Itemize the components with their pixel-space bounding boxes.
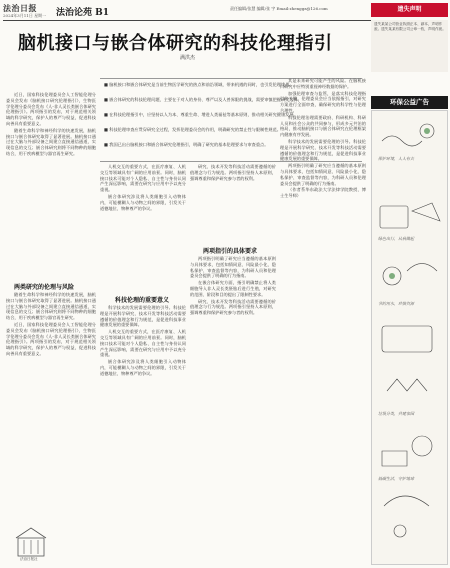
ad-line: 保护环境，人人有责: [378, 156, 414, 161]
summary-item: ■ 科技伦理审查应贯穿研究全过程，发挥伦理委员会的作用，明确研究的禁止性与限制性规范。: [104, 127, 281, 132]
paragraph: 其是未来研究可能产生的风险。在脑机接口研究中应特别重视神经数据的保护。: [280, 78, 366, 89]
footer-caption: 法治日报社: [20, 557, 38, 561]
paragraph: 两项指引明确了研究应当遵循的基本原则与具体要求，包括知情同意、风险最小化、隐私保护、审查监督等内容，为科研人员和伦理委员会提供了明确的行为指南。: [280, 163, 366, 186]
masthead: 法治日报: [3, 3, 37, 13]
ad-panel: [371, 110, 448, 565]
section-title: 法治论苑 B1: [56, 8, 110, 18]
summary-item: ■ 我国已出台脑机接口和嵌合体研究伦理指引，明确了研究的基本伦理要求与审查重点。: [104, 142, 269, 147]
paragraph: 随着生命科学和神经科学的快速发展，脑机接口与嵌合体研究取得了显著进展。脑机接口通过在大脑与外部设备之间建立直接通信通道，实现信息的交互；嵌合体研究则将不同物种的细胞结合，用于疾病模型与器官再生研究。: [6, 127, 96, 156]
ad-line: 绿色出行，从我做起: [378, 236, 414, 241]
paragraph: 加强伦理审查与监管，是落实科技伦理指引的关键。伦理委员会应当依据指引，对研究方案进行全面审查，确保研究的科学性与伦理合理性。: [280, 90, 366, 113]
article-column-2: [100, 164, 186, 294]
ad-header: 环保公益广告: [371, 96, 448, 109]
paragraph: 人机交互的重要方式，在医疗康复、人机交互等领域具有广阔的应用前景。同时，脑机接口技术可能对个人隐私、自主性与身份认同产生深远影响，需要在研究与应用中予以充分重视。: [100, 329, 186, 358]
paragraph: 研究、技术开发等科技活动需要遵循的价值理念与行为规范。两项指引坚持人本原则，强调尊重和保护研究参与者的权利。: [190, 298, 276, 316]
ad-line: 垃圾分类，共建家园: [378, 411, 414, 416]
masthead-date: 2024年3月11日 星期一: [3, 13, 47, 18]
paragraph: 科技伦理治理需要政府、科研机构、科研人员和社会公众的共同参与，形成多元共治的格局，推动脑机接口与嵌合体研究在伦理框架内健康有序发展。: [280, 114, 366, 138]
author-note: （作者系华东政法大学法律学院教授、博士生导师）: [280, 187, 366, 199]
article-column-4: [280, 78, 366, 562]
paragraph: 随着生命科学和神经科学的快速发展，脑机接口与嵌合体研究取得了显著进展。脑机接口通过在大脑与外部设备之间建立直接通信通道，实现信息的交互；嵌合体研究则将不同物种的细胞结合，用于疾病模型与器官再生研究。: [6, 292, 96, 321]
summary-item: ■ 嵌合体研究的科技伦理问题，主要在于对人的身份、尊严以及人兽界限的挑战，需要审慎把握研究边界，: [104, 97, 302, 102]
article-column-3: [190, 164, 276, 244]
article-column-1b: [6, 292, 96, 520]
ad-line: 低碳生活，守护地球: [378, 476, 414, 481]
subhead-1: 两类研究的伦理与风险: [14, 284, 75, 291]
notice-text: 遗失某某公司营业执照正本、副本，声明作废。遗失某某有限公司公章一枚，声明作废。: [374, 22, 446, 31]
paragraph: 嵌合体研究涉及将人类细胞引入动物体内，可能模糊人与动物之间的界限，引发关于道德地位、物种尊严的争议。: [100, 359, 186, 376]
article-column-2b: [100, 305, 186, 563]
paragraph: 近日，国家科技伦理委员会人工智能伦理分委员会发布《脑机接口研究伦理指引》，生物医学伦理分委员会发布《人-非人灵长类嵌合体研究伦理指引》。两项指引的发布，对于规范相关领域的科学研究，保护人的尊严与权益，促进科技向善具有重要意义。: [6, 92, 96, 126]
paragraph: 科学技术的发展需要伦理的引导。科技伦理是开展科学研究、技术开发等科技活动需要遵循的价值理念和行为规范，是促进科技事业健康发展的重要保障。: [280, 138, 366, 162]
subhead-3: 两项指引的具体要求: [203, 248, 258, 255]
paragraph: 嵌合体研究涉及将人类细胞引入动物体内，可能模糊人与动物之间的界限，引发关于道德地位、物种尊严的争议。: [100, 193, 186, 211]
paragraph: 两项指引明确了研究应当遵循的基本原则与具体要求，包括知情同意、风险最小化、隐私保护、审查监督等内容，为科研人员和伦理委员会提供了明确的行为指南。: [190, 256, 276, 279]
paragraph: 人机交互的重要方式，在医疗康复、人机交互等领域具有广阔的应用前景。同时，脑机接口技术可能对个人隐私、自主性与身份认同产生深远影响，需要在研究与应用中予以充分重视。: [100, 164, 186, 193]
paragraph: 在嵌合体研究方面，指引明确禁止将人类细胞导入非人灵长类胚胎后进行生殖，对研究的范围、阶段和目的提出了限制性要求。: [190, 280, 276, 297]
article-column-3b: [190, 256, 276, 562]
article-title: 脑机接口与嵌合体研究的科技伦理指引: [18, 33, 333, 54]
subhead-2: 科技伦理的重要意义: [115, 297, 170, 304]
paragraph: 近日，国家科技伦理委员会人工智能伦理分委员会发布《脑机接口研究伦理指引》，生物医学伦理分委员会发布《人-非人灵长类嵌合体研究伦理指引》。两项指引的发布，对于规范相关领域的科学研究，保护人的尊严与权益，促进科技向善具有重要意义。: [6, 321, 96, 356]
ad-line: 节约用水，珍惜资源: [378, 301, 414, 306]
summary-item: ■ 在科技伦理指引中，应坚持以人为本、尊重生命、增进人类福祉等基本原则，推动相关研究健康发展。: [104, 112, 298, 117]
ad-illustration: [372, 111, 447, 564]
article-author: 满洪杰: [180, 55, 196, 61]
article-column-1: [6, 92, 96, 282]
paragraph: 科学技术的发展需要伦理的引导。科技伦理是开展科学研究、技术开发等科技活动需要遵循的价值理念和行为规范，是促进科技事业健康发展的重要保障。: [100, 305, 186, 328]
editor-info: 责任编辑/张慧 编辑/张 宇 Email:zhenggz@126.com: [230, 6, 328, 11]
paragraph: 研究、技术开发等科技活动需要遵循的价值理念与行为规范。两项指引坚持人本原则，强调尊重和保护研究参与者的权利。: [190, 164, 276, 181]
summary-item: ■ 脑机接口和嵌合体研究是当前生物医学研究的热点和前沿领域，带来机遇的同时，也引发伦理挑战。: [104, 82, 294, 87]
notice-header: 遗失声明: [371, 3, 448, 17]
